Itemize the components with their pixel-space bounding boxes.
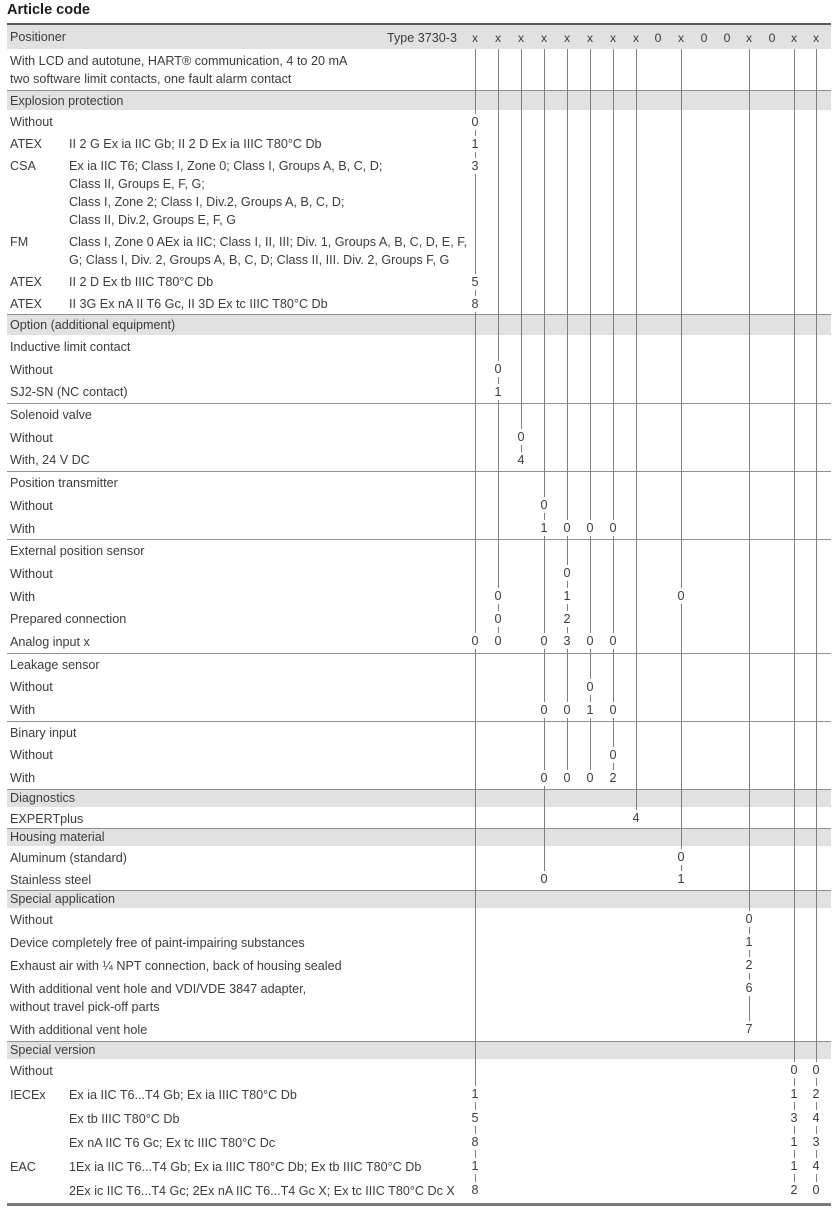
- row-text: EXPERTplus: [10, 811, 84, 826]
- header-code: x: [517, 31, 525, 45]
- option-row: [0, 766, 834, 789]
- approval-label: ATEX: [10, 275, 42, 289]
- row-text: two software limit contacts, one fault alarm contact: [10, 72, 292, 86]
- header-code: x: [677, 31, 685, 45]
- row-text: Without: [10, 566, 53, 581]
- row-text-block: [69, 135, 322, 153]
- column-line: [590, 49, 591, 777]
- row-text-block: [69, 295, 328, 313]
- code-digit: 0: [606, 747, 620, 763]
- option-row: [0, 1059, 834, 1083]
- code-digit: 0: [742, 911, 756, 927]
- code-digit: 0: [468, 114, 482, 130]
- option-row: [0, 230, 834, 270]
- row-text-block: [69, 1158, 421, 1176]
- row-text: Without: [10, 362, 53, 377]
- code-digit: 0: [514, 429, 528, 445]
- row-text-block: [10, 980, 306, 1016]
- column-line: [521, 49, 522, 460]
- code-digit: 0: [606, 702, 620, 718]
- code-digit: 8: [468, 1182, 482, 1198]
- header-code: x: [609, 31, 617, 45]
- subsection-header: [0, 335, 834, 358]
- row-text: With: [10, 589, 36, 604]
- option-row: [0, 1155, 834, 1179]
- column-line: [816, 49, 817, 1191]
- row-text: Ex nA IIC T6 Gc; Ex tc IIIC T80°C Dc: [69, 1135, 276, 1150]
- code-digit: 0: [491, 361, 505, 377]
- row-text-block: [10, 338, 130, 356]
- row-text-block: [10, 451, 90, 469]
- option-row: [0, 908, 834, 931]
- row-text: SJ2-SN (NC contact): [10, 385, 128, 400]
- code-digit: 1: [491, 384, 505, 400]
- option-row: [0, 154, 834, 230]
- row-text: With additional vent hole: [10, 1022, 148, 1037]
- section-header: [7, 789, 831, 807]
- option-row: [0, 1083, 834, 1107]
- section-title: Housing material: [10, 830, 105, 845]
- row-text: With: [10, 703, 36, 717]
- page-title: Article code: [7, 2, 90, 18]
- type-label: Type 3730-3: [386, 31, 457, 45]
- header-code: x: [540, 31, 548, 45]
- code-digit: 0: [491, 611, 505, 627]
- code-digit: 5: [468, 274, 482, 290]
- row-text-block: [69, 1134, 275, 1152]
- option-row: [0, 1131, 834, 1155]
- row-text: Without: [10, 498, 53, 513]
- row-text-block: [10, 1021, 147, 1039]
- section-title: Option (additional equipment): [10, 318, 176, 332]
- code-digit: 0: [537, 871, 551, 887]
- code-digit: 1: [468, 1086, 482, 1102]
- code-digit: 8: [468, 296, 482, 312]
- code-digit: 3: [809, 1134, 823, 1150]
- option-row: [0, 562, 834, 585]
- row-text: Without: [10, 430, 53, 445]
- row-text: Exhaust air with ¼ NPT connection, back of housing sealed: [10, 958, 342, 973]
- row-text: Aluminum (standard): [10, 850, 127, 865]
- code-digit: 1: [674, 871, 688, 887]
- header-code: 0: [768, 31, 776, 45]
- column-line: [613, 49, 614, 777]
- row-text-block: [10, 849, 127, 867]
- option-row: [0, 380, 834, 403]
- column-line: [567, 49, 568, 777]
- code-digit: 0: [606, 520, 620, 536]
- row-text-block: [10, 520, 35, 538]
- code-digit: 0: [491, 588, 505, 604]
- row-text: External position sensor: [10, 544, 145, 559]
- row-text-block: [69, 1110, 180, 1128]
- row-text-block: [10, 810, 83, 828]
- code-digit: 0: [537, 702, 551, 718]
- row-text: Class II, Groups E, F, G;: [69, 177, 205, 191]
- option-row: [0, 110, 834, 132]
- option-row: [0, 1107, 834, 1131]
- column-line: [749, 49, 750, 1030]
- code-digit: 8: [468, 1134, 482, 1150]
- code-digit: 0: [560, 770, 574, 786]
- row-text-block: [10, 701, 35, 719]
- code-digit: 5: [468, 1110, 482, 1126]
- header-code: x: [494, 31, 502, 45]
- option-row: [0, 675, 834, 698]
- header-code: x: [745, 31, 753, 45]
- section-header: [7, 90, 831, 110]
- column-line: [498, 49, 499, 641]
- subsection-header: [0, 539, 834, 562]
- row-text-block: [69, 157, 382, 229]
- code-digit: 0: [468, 633, 482, 649]
- row-text: Device completely free of paint-impairing substances: [10, 935, 305, 950]
- code-digit: 1: [560, 588, 574, 604]
- row-text: Without: [10, 680, 53, 695]
- row-text: Ex tb IIIC T80°C Db: [69, 1111, 180, 1126]
- section-header: [7, 314, 831, 335]
- code-digit: 2: [560, 611, 574, 627]
- code-digit: 2: [742, 957, 756, 973]
- row-text: without travel pick-off parts: [10, 999, 160, 1014]
- row-text-block: [10, 633, 90, 651]
- header-code: x: [632, 31, 640, 45]
- column-line: [636, 49, 637, 817]
- row-text: 1Ex ia IIC T6...T4 Gb; Ex ia IIIC T80°C Db; Ex tb IIIC T80°C Db: [69, 1159, 422, 1174]
- row-text: Ex ia IIC T6; Class I, Zone 0; Class I, Groups A, B, C, D;: [69, 159, 383, 173]
- approval-label: ATEX: [10, 137, 42, 151]
- bottom-rule: [7, 1203, 831, 1206]
- code-digit: 0: [674, 849, 688, 865]
- row-text: With LCD and autotune, HART® communication, 4 to 20 mA: [10, 54, 348, 68]
- row-text-block: [10, 588, 35, 606]
- row-text: Class I, Zone 0 AEx ia IIC; Class I, II, III; Div. 1, Groups A, B, C, D, E, F,: [69, 235, 467, 249]
- row-text: Leakage sensor: [10, 657, 100, 672]
- row-text-block: [10, 957, 342, 975]
- row-text: Binary input: [10, 725, 77, 740]
- code-digit: 3: [787, 1110, 801, 1126]
- row-text-block: [10, 361, 53, 379]
- row-text-block: [69, 1086, 297, 1104]
- row-text: Without: [10, 912, 53, 927]
- row-text-block: [10, 610, 126, 628]
- row-text-block: [10, 871, 91, 889]
- header-code: 0: [723, 31, 731, 45]
- row-text-block: [10, 656, 100, 674]
- option-row: [0, 954, 834, 977]
- positioner-label: Positioner: [10, 30, 67, 44]
- section-title: Explosion protection: [10, 93, 124, 108]
- approval-label: CSA: [10, 159, 36, 173]
- code-digit: 4: [809, 1110, 823, 1126]
- row-text: II 2 G Ex ia IIC Gb; II 2 D Ex ia IIIC T80°C Db: [69, 137, 322, 151]
- row-text: Class I, Zone 2; Class I, Div.2, Groups A, B, C, D;: [69, 195, 345, 209]
- code-digit: 0: [560, 565, 574, 581]
- approval-label: EAC: [10, 1159, 36, 1174]
- code-digit: 0: [491, 633, 505, 649]
- code-digit: 0: [583, 520, 597, 536]
- code-digit: 4: [809, 1158, 823, 1174]
- approval-label: ATEX: [10, 297, 42, 311]
- row-text: Stainless steel: [10, 872, 92, 887]
- code-digit: 1: [742, 934, 756, 950]
- option-row: [0, 868, 834, 890]
- code-digit: 0: [674, 588, 688, 604]
- row-text: Inductive limit contact: [10, 340, 131, 354]
- option-row: [0, 270, 834, 292]
- section-title: Special application: [10, 892, 116, 907]
- option-row: [0, 132, 834, 154]
- header-code: 0: [700, 31, 708, 45]
- section-title: Diagnostics: [10, 791, 76, 806]
- subsection-header: [0, 721, 834, 744]
- row-text: Position transmitter: [10, 476, 118, 491]
- code-digit: 2: [606, 770, 620, 786]
- code-digit: 0: [583, 679, 597, 695]
- option-row: [0, 1018, 834, 1041]
- section-header: [7, 828, 831, 846]
- code-digit: 1: [468, 136, 482, 152]
- option-row: [0, 358, 834, 381]
- header-code: x: [471, 31, 479, 45]
- row-text-block: [69, 233, 467, 269]
- header-code: x: [790, 31, 798, 45]
- option-row: [0, 931, 834, 954]
- option-row: [0, 494, 834, 517]
- header-code: x: [563, 31, 571, 45]
- row-text: With: [10, 521, 36, 536]
- code-digit: 0: [606, 633, 620, 649]
- row-text-block: [10, 113, 53, 131]
- code-table-rows: [0, 49, 834, 1203]
- code-digit: 1: [583, 702, 597, 718]
- approval-label: IECEx: [10, 1087, 46, 1102]
- code-digit: 0: [809, 1182, 823, 1198]
- row-text-block: [10, 746, 53, 764]
- header-code: x: [812, 31, 820, 45]
- column-line: [794, 49, 795, 1191]
- row-text-block: [10, 406, 92, 424]
- row-text-block: [10, 1062, 53, 1080]
- code-digit: 2: [787, 1182, 801, 1198]
- code-digit: 1: [787, 1134, 801, 1150]
- section-header: [7, 1041, 831, 1059]
- column-line: [544, 49, 545, 879]
- code-digit: 7: [742, 1021, 756, 1037]
- row-text-block: [10, 474, 118, 492]
- row-text-block: [69, 273, 213, 291]
- row-text: With, 24 V DC: [10, 453, 90, 468]
- column-line: [681, 49, 682, 879]
- row-text-block: [10, 429, 53, 447]
- option-row: [0, 846, 834, 868]
- row-text-block: [10, 52, 347, 88]
- row-text: II 3G Ex nA II T6 Gc, II 3D Ex tc IIIC T80°C Db: [69, 297, 328, 311]
- code-digit: 0: [583, 633, 597, 649]
- row-text: 2Ex ic IIC T6...T4 Gc; 2Ex nA IIC T6...T4 Gc X; Ex tc IIIC T80°C Dc X: [69, 1183, 455, 1198]
- code-digit: 3: [468, 158, 482, 174]
- option-row: [0, 426, 834, 449]
- code-digit: 1: [787, 1086, 801, 1102]
- row-text: Without: [10, 748, 53, 763]
- option-row: [0, 292, 834, 314]
- row-text: Analog input x: [10, 634, 90, 649]
- code-digit: 0: [537, 497, 551, 513]
- row-text-block: [69, 1182, 455, 1200]
- code-digit: 0: [809, 1062, 823, 1078]
- subsection-header: [0, 403, 834, 426]
- option-row: [0, 630, 834, 653]
- code-digit: 2: [809, 1086, 823, 1102]
- row-text-block: [10, 497, 53, 515]
- section-title: Special version: [10, 1043, 96, 1058]
- row-text: Without: [10, 115, 53, 129]
- row-text: II 2 D Ex tb IIIC T80°C Db: [69, 275, 214, 289]
- subsection-header: [0, 471, 834, 494]
- code-digit: 0: [537, 633, 551, 649]
- row-text-block: [10, 911, 53, 929]
- subsection-header: [0, 653, 834, 676]
- row-text-block: [10, 769, 35, 787]
- code-digit: 0: [560, 520, 574, 536]
- approval-label: FM: [10, 235, 29, 249]
- option-row: [0, 1179, 834, 1203]
- row-text: With: [10, 771, 36, 786]
- header-code: x: [586, 31, 594, 45]
- row-text-block: [10, 542, 144, 560]
- row-text-block: [10, 565, 53, 583]
- row-text: Class II, Div.2, Groups E, F, G: [69, 213, 237, 227]
- code-digit: 4: [629, 810, 643, 826]
- code-digit: 1: [537, 520, 551, 536]
- option-row: [0, 448, 834, 471]
- row-text: Prepared connection: [10, 612, 127, 627]
- code-digit: 0: [560, 702, 574, 718]
- column-line: [475, 49, 476, 1191]
- code-digit: 0: [787, 1062, 801, 1078]
- code-digit: 3: [560, 633, 574, 649]
- row-text: G; Class I, Div. 2, Groups A, B, C, D; Class II, III. Div. 2, Groups F, G: [69, 253, 450, 267]
- code-digit: 0: [583, 770, 597, 786]
- code-digit: 6: [742, 980, 756, 996]
- header-code: 0: [654, 31, 662, 45]
- option-row: [0, 743, 834, 766]
- code-digit: 1: [787, 1158, 801, 1174]
- row-text: With additional vent hole and VDI/VDE 3847 adapter,: [10, 981, 307, 996]
- option-row: [0, 585, 834, 608]
- section-header: [7, 890, 831, 908]
- row-text-block: [10, 678, 53, 696]
- option-row: [0, 517, 834, 540]
- option-row: [0, 607, 834, 630]
- row-text-block: [10, 383, 128, 401]
- option-row: [0, 49, 834, 90]
- row-text: Without: [10, 1063, 53, 1078]
- row-text-block: [10, 934, 305, 952]
- option-row: [0, 977, 834, 1018]
- code-digit: 1: [468, 1158, 482, 1174]
- code-digit: 4: [514, 452, 528, 468]
- code-digit: 0: [537, 770, 551, 786]
- row-text-block: [10, 724, 77, 742]
- row-text: Ex ia IIC T6...T4 Gb; Ex ia IIIC T80°C Db: [69, 1087, 297, 1102]
- option-row: [0, 698, 834, 721]
- row-text: Solenoid valve: [10, 408, 92, 423]
- option-row: [0, 807, 834, 828]
